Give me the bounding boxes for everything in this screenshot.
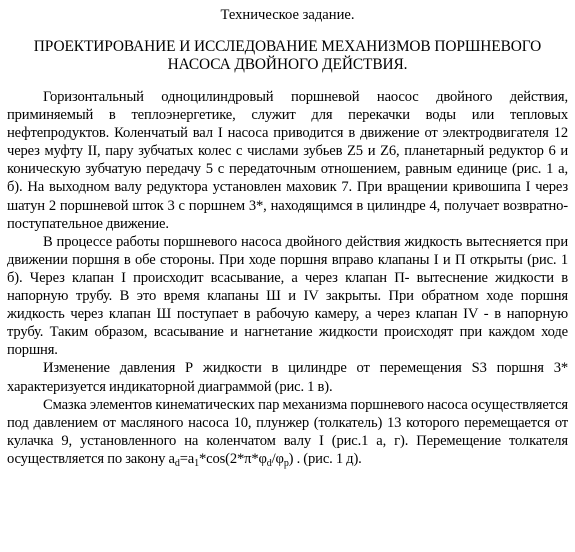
paragraph-pump-operation: В процессе работы поршневого насоса двойного действия жидкость вытесняется при движении поршня в обе стороны. При ходе поршня вправо клапаны I и П открыты (рис. 1 б). Через клапан I происходит всасывание, а через клапан П- вытеснение жидкости в напорную трубу. В это время клапаны Ш и IV закрыты. При обратном ходе поршня жидкость через клапан Ш поступает в рабочую камеру, а через клапан IV - в напорную трубу. Таким образом, всасывание и нагнетание жидкости происходят при каждом ходе поршня. [7, 233, 568, 359]
formula-slash: /φ [271, 450, 284, 467]
formula-sub-p: p [283, 457, 289, 469]
formula-sub-phi-d: d [266, 457, 272, 469]
paragraph-lubrication [7, 396, 568, 468]
document-label: Техническое задание. [220, 7, 355, 23]
lubrication-text: Смазка элементов кинематических пар механизма поршневого насоса осуществляется под давлением от масляного насоса 10, плунжер (толкатель) 13 которого перемещается от кулачка 9, установленного на коленчатом валу I (рис.1 а, г). Перемещение толкателя осуществляется по закону a [7, 396, 568, 467]
figure-reference: (рис. 1 д). [303, 450, 362, 467]
document-title-line-2: НАСОСА ДВОЙНОГО ДЕЙСТВИЯ. [167, 56, 408, 73]
document-title-line-1: ПРОЕКТИРОВАНИЕ И ИССЛЕДОВАНИЕ МЕХАНИЗМОВ ПОРШНЕВОГО [33, 38, 542, 55]
formula-sub-d: d [174, 457, 180, 469]
formula-equals: =a [179, 450, 195, 467]
paragraph-pump-description: Горизонтальный одноцилиндровый поршневой наосос двойного действия, приминяемый в теплоэнергетике, служит для перекачки воды или тепловых нефтепродуктов. Коленчатый вал I насоса приводится в движение от электродвигателя 12 через муфту II, пару зубчатых колес с числами зубьев Z5 и Z6, планетарный редуктор 6 и коническую зубчатую передачу 5 с передаточным отношением, равным единице (рис. 1 а, б). На выходном валу редуктора установлен маховик 7. При вращении кривошипа I через шатун 2 поршневой шток 3 с поршнем 3*, находящимся в цилиндре 4, получает возвратно-поступательное движение. [7, 89, 568, 232]
paragraph-indicator-diagram: Изменение давления Р жидкости в цилиндре от перемещения S3 поршня 3* характеризуется индикаторной диаграммой (рис. 1 в). [7, 360, 568, 395]
formula-cos: *cos(2*π*φ [198, 450, 267, 467]
formula-end: ) . [288, 450, 301, 467]
formula-sub-1: 1 [194, 457, 199, 469]
document-title [7, 38, 568, 74]
